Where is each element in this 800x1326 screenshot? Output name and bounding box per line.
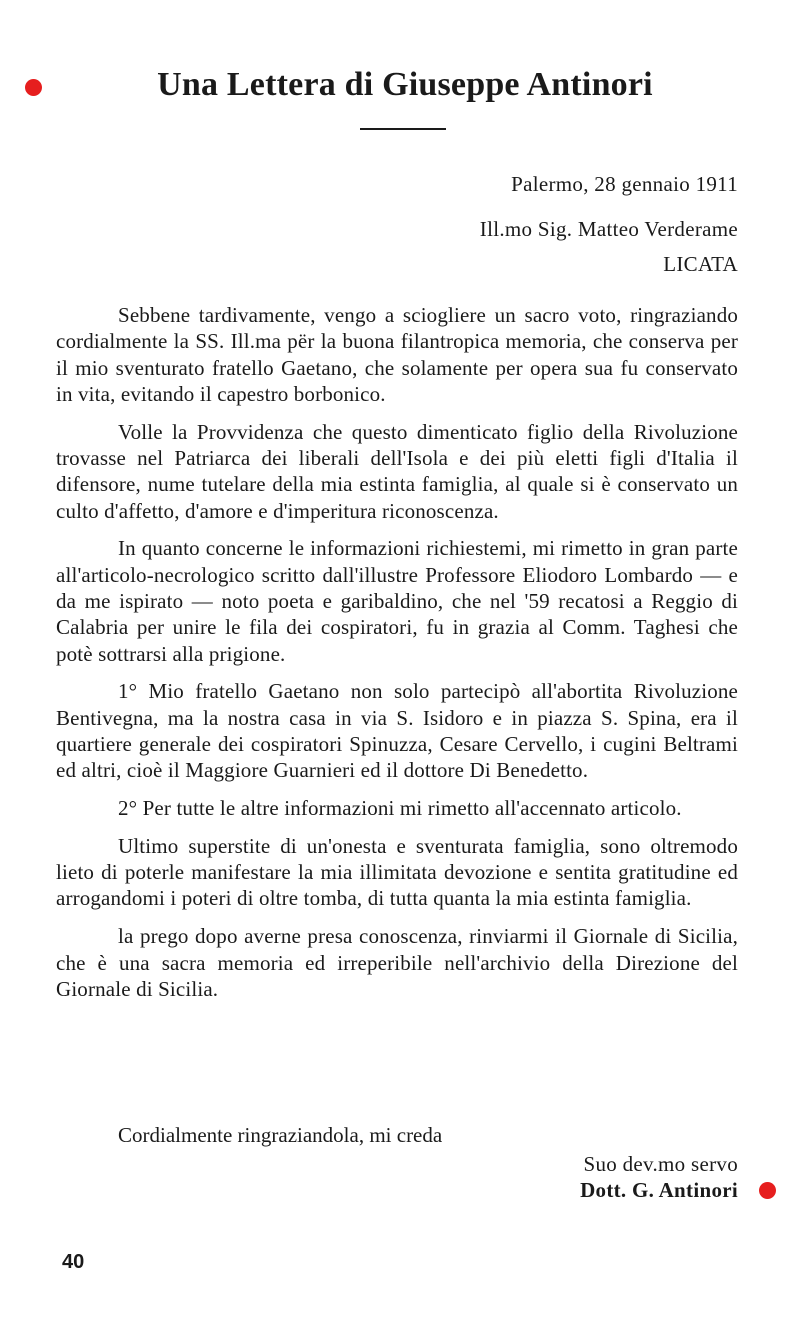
letter-closing: Cordialmente ringraziandola, mi creda (118, 1123, 443, 1147)
page-number: 40 (62, 1251, 85, 1273)
body-paragraph: 1° Mio fratello Gaetano non solo partecipò all'abortita Rivoluzione Bentivegna, ma la nostra casa in via S. Isidoro e in piazza S. Spina, era il quartiere generale dei cospiratori Spinuzza, Cesare Cervello, i cugini Beltrami ed altri, cioè il Maggiore Guarnieri ed il dottore Di Benedetto. (56, 679, 738, 783)
recipient-name: Ill.mo Sig. Matteo Verderame (479, 217, 738, 241)
title-divider (360, 128, 446, 130)
letter-title: Una Lettera di Giuseppe Antinori (157, 66, 653, 103)
signature-name: Dott. G. Antinori (580, 1178, 738, 1202)
red-marker-dot-icon (759, 1182, 776, 1199)
signature-valediction: Suo dev.mo servo (583, 1152, 738, 1176)
body-paragraph: Ultimo superstite di un'onesta e sventurata famiglia, sono oltremodo lieto di poterle manifestare la mia illimitata devozione e sentita gratitudine ed arrogandomi i poteri di oltre tomba, di tutta quanta la mia estinta famiglia. (56, 833, 738, 911)
letter-dateline: Palermo, 28 gennaio 1911 (511, 172, 738, 196)
body-paragraph: In quanto concerne le informazioni richiestemi, mi rimetto in gran parte all'articolo-necrologico scritto dall'illustre Professore Eliodoro Lombardo — e da me ispirato — noto poeta e garibaldino, che nel '59 recatosi a Reggio di Calabria per unire le fila dei cospiratori, fu in grazia al Comm. Taghesi che potè sottrarsi alla prigione. (56, 536, 738, 666)
recipient-place: LICATA (663, 252, 738, 276)
body-paragraph: la prego dopo averne presa conoscenza, rinviarmi il Giornale di Sicilia, che è una sacra memoria ed irreperibile nell'archivio della Direzione del Giornale di Sicilia. (56, 924, 738, 1001)
letter-body (56, 302, 738, 1014)
body-paragraph: 2° Per tutte le altre informazioni mi rimetto all'accennato articolo. (118, 796, 682, 821)
body-paragraph: Volle la Provvidenza che questo dimenticato figlio della Rivoluzione trovasse nel Patriarca dei liberali dell'Isola e dei più eletti figli d'Italia il difensore, nume tutelare della mia estinta famiglia, al quale si è conservato un culto d'affetto, d'amore e d'imperitura riconoscenza. (56, 419, 738, 523)
body-paragraph: Sebbene tardivamente, vengo a sciogliere un sacro voto, ringraziando cordialmente la SS. Ill.ma për la buona filantropica memoria, che conserva per il mio sventurato fratello Gaetano, che solamente per opera sua fu conservato in vita, evitando il capestro borbonico. (56, 303, 738, 406)
